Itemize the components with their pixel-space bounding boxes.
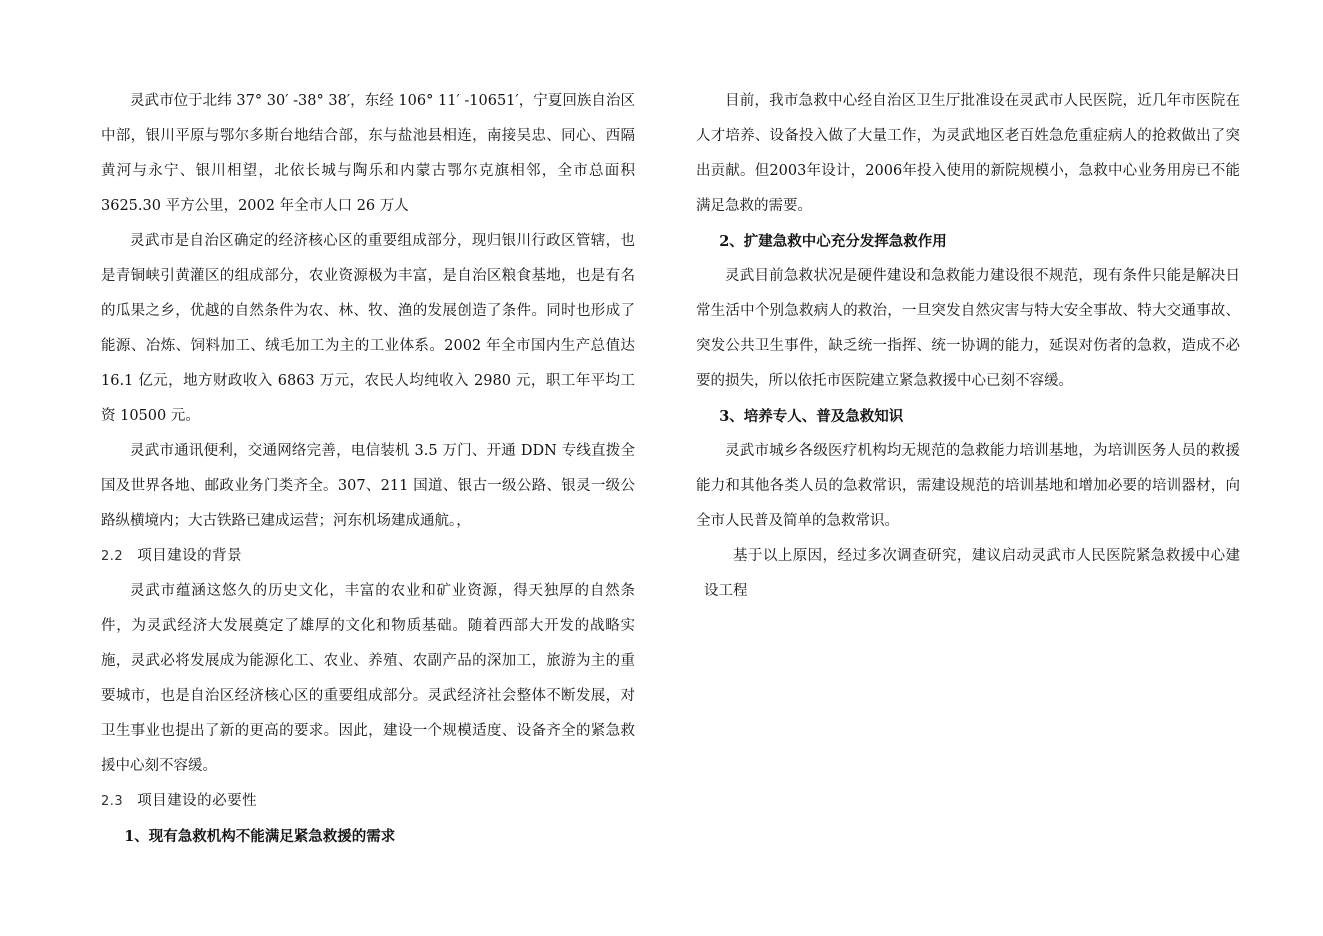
section-heading-2-3 xyxy=(101,784,635,819)
right-column xyxy=(696,84,1240,609)
paragraph-economy: 灵武市是自治区确定的经济核心区的重要组成部分，现归银川行政区管辖，也是青铜峡引黄灌区的组成部分，农业资源极为丰富，是自治区粮食基地，也是有名的瓜果之乡，优越的自然条件为农、林、牧、渔的发展创造了条件。同时也形成了能源、冶炼、饲料加工、绒毛加工为主的工业体系。2002 年全市国内生产总值达 16.1 亿元，地方财政收入 6863 万元，农民人均纯收入 2980 元，职工年平均工资 10500 元。 xyxy=(101,233,635,424)
paragraph-transport: 灵武市通讯便利，交通网络完善，电信装机 3.5 万门、开通 DDN 专线直拨全国及世界各地、邮政业务门类齐全。307、211 国道、银古一级公路、银灵一级公路纵横境内；大古铁路已建成运营；河东机场建成通航。， xyxy=(101,443,635,529)
section-number: 2.3 xyxy=(101,794,124,809)
section-heading-2-2 xyxy=(101,539,635,574)
left-column xyxy=(101,84,635,854)
section-title: 项目建设的背景 xyxy=(137,548,243,564)
paragraph-emergency-capacity: 灵武目前急救状况是硬件建设和急救能力建设很不规范，现有条件只能是解决日常生活中个别急救病人的救治，一旦突发自然灾害与特大安全事故、特大交通事故、突发公共卫生事件，缺乏统一指挥、统一协调的能力，延误对伤者的急救，造成不必要的损失，所以依托市医院建立紧急救援中心已刻不容缓。 xyxy=(696,268,1240,389)
section-number: 2.2 xyxy=(101,549,124,564)
subheading-1: 1、现有急救机构不能满足紧急救援的需求 xyxy=(124,828,396,845)
subheading-3: 3、培养专人、普及急救知识 xyxy=(719,408,904,425)
paragraph-current-status: 目前，我市急救中心经自治区卫生厅批准设在灵武市人民医院，近几年市医院在人才培养、设备投入做了大量工作，为灵武地区老百姓急危重症病人的抢救做出了突出贡献。但2003年设计，2006年投入使用的新院规模小，急救中心业务用房已不能满足急救的需要。 xyxy=(696,93,1240,214)
paragraph-conclusion: 基于以上原因，经过多次调查研究，建议启动灵武市人民医院紧急救援中心建设工程 xyxy=(704,548,1240,599)
paragraph-training: 灵武市城乡各级医疗机构均无规范的急救能力培训基地，为培训医务人员的救援能力和其他各类人员的急救常识，需建设规范的培训基地和增加必要的培训器材，向全市人民普及简单的急救常识。 xyxy=(696,443,1240,529)
section-title: 项目建设的必要性 xyxy=(137,793,258,809)
paragraph-location: 灵武市位于北纬 37° 30′ -38° 38′，东经 106° 11′ -10651′，宁夏回族自治区中部，银川平原与鄂尔多斯台地结合部，东与盐池县相连，南接吴忠、同心、西隔黄河与永宁、银川相望，北依长城与陶乐和内蒙古鄂尔克旗相邻，全市总面积 3625.30 平方公里，2002 年全市人口 26 万人 xyxy=(101,93,635,214)
subheading-2: 2、扩建急救中心充分发挥急救作用 xyxy=(719,233,947,250)
paragraph-background: 灵武市蕴涵这悠久的历史文化，丰富的农业和矿业资源，得天独厚的自然条件，为灵武经济大发展奠定了雄厚的文化和物质基础。随着西部大开发的战略实施，灵武必将发展成为能源化工、农业、养殖、农副产品的深加工，旅游为主的重要城市，也是自治区经济核心区的重要组成部分。灵武经济社会整体不断发展，对卫生事业也提出了新的更高的要求。因此，建设一个规模适度、设备齐全的紧急救援中心刻不容缓。 xyxy=(101,583,635,774)
